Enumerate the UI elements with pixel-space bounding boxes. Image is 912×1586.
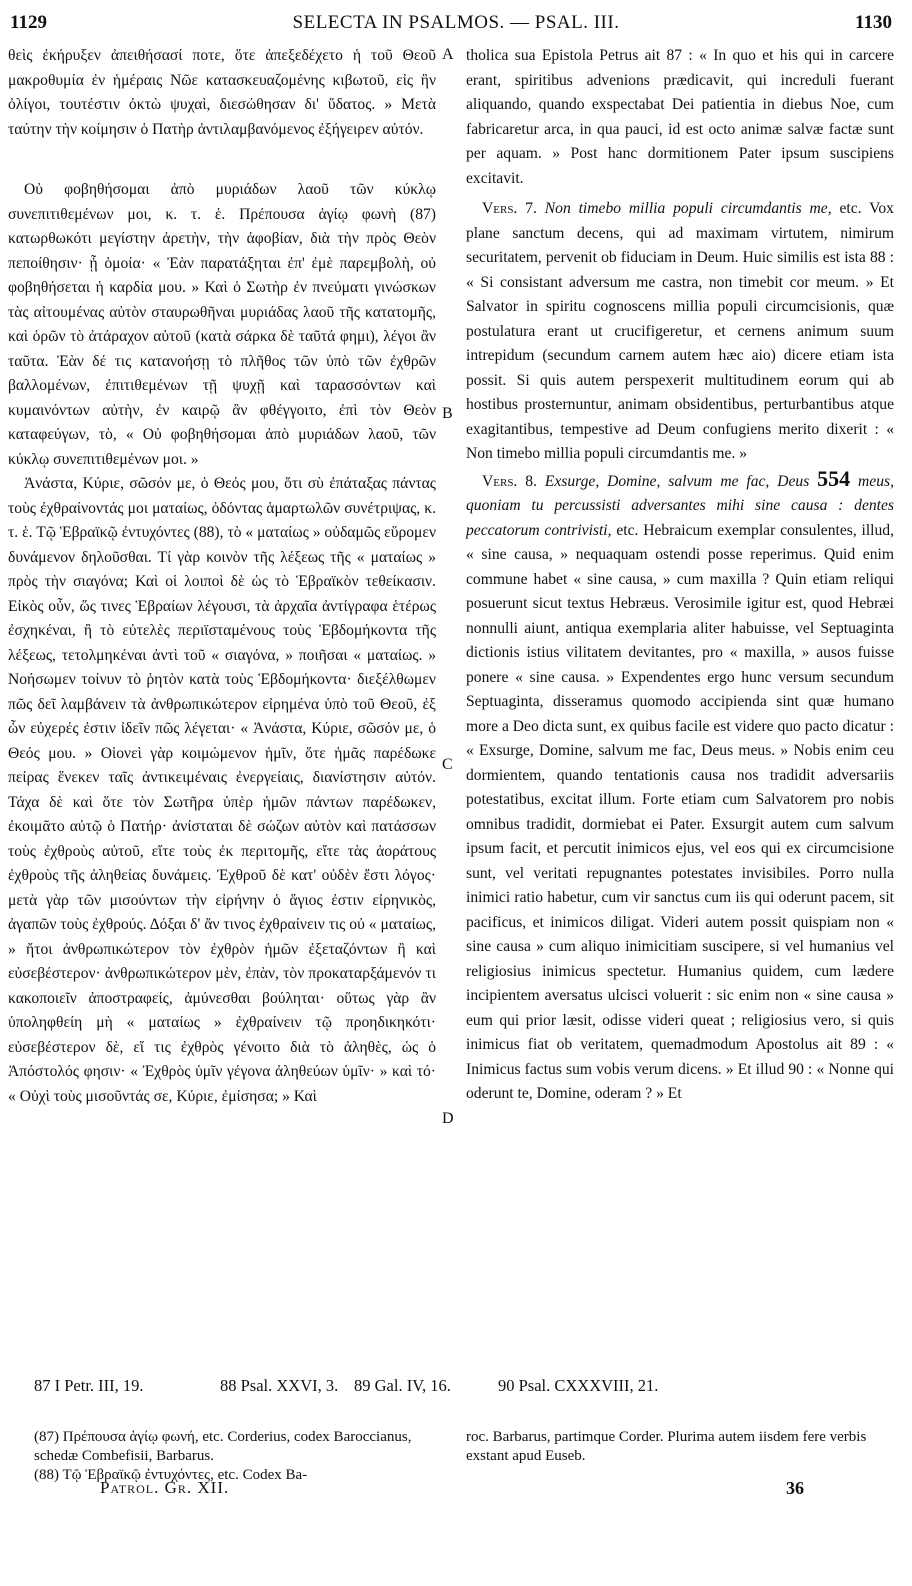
section-marker-c: C: [442, 756, 453, 773]
signature-number: 36: [786, 1478, 804, 1498]
latin-paragraph-3: [466, 467, 894, 1107]
left-page-number: 1129: [10, 12, 47, 33]
footnote-ref-87: 87 I Petr. III, 19.: [34, 1376, 144, 1395]
latin-paragraph-1: tholica sua Epistola Petrus ait 87 : « In quo et his qui in carcere erant, spiritibus advenions prædicavit, qui increduli fuerant aliquando, quando exspectabat Dei patientia in diebus Noe, cum fabricaretur arca, in qua pauci, id est octo animæ salvæ factæ sunt per aquam. » Post hanc dormitionem Pater ipsum suscipiens excitavit.: [466, 47, 894, 187]
note-87: (87) Πρέπουσα ἁγίῳ φωνή, etc. Corderius, codex Baroccianus, schedæ Combefisii, Barbarus.: [34, 1429, 412, 1464]
latin-paragraph-2: [466, 197, 894, 467]
latin-commentary-7: etc. Vox plane sanctum decens, qui ad maximam virtutem, nimirum securitatem, pervenit ob fiduciam in Deum. Huic similis est ista 88 : « Si consistant adversum me castra, non timebit cor meum. » Et Salvator in spiritu cognoscens millia populi circumcisionis, quæ postulatura erant ut crucifigeretur, et cernens animum suum intrepidum (secundum carnem autem hæc aio) dicere etiam ista possit. Si quis autem perspexerit multitudinem eorum qui ab hostibus prosternuntur, animam obsidentibus, perturbantibus atque exagitantibus, tempestive ad Deum confugiens merito dixerit : « Non timebo millia populi circumdantis me. »: [466, 200, 894, 462]
scripture-references: [34, 1376, 894, 1402]
footnote-ref-89: 89 Gal. IV, 16.: [354, 1376, 451, 1395]
verse-label-8: Vers. 8.: [482, 472, 537, 490]
latin-column: [466, 44, 894, 1107]
running-title: SELECTA IN PSALMOS. — PSAL. III.: [292, 12, 620, 33]
footnote-ref-90: 90 Psal. CXXXVIII, 21.: [498, 1376, 659, 1395]
running-header: [0, 8, 912, 38]
greek-paragraph-3: Ἀνάστα, Κύριε, σῶσόν με, ὁ Θεός μου, ὅτι σὺ ἐπάταξας πάντας τοὺς ἐχθραίνοντάς μοι ματαίως, ὀδόντας ἁμαρτωλῶν συνέτριψας, κ. τ. ἑ. Τῷ Ἑβραϊκῷ ἐντυχόντες (88), τὸ « ματαίως » οὐδαμῶς εὕρομεν δυνάμενον δηλοῦσθαι. Τί γὰρ κοινὸν τῆς λέξεως τῆς « ματαίως » πρὸς τὴν σιαγόνα; Καὶ οἱ λοιποὶ δὲ ὡς τὸ Ἑβραϊκὸν τεθείκασιν. Εἰκὸς οὖν, ὥς τινες Ἑβραίων λέγουσι, τὰ ἀρχαῖα ἀντίγραφα ἑτέρως ἐσχηκέναι, ἢ τὸ εὐτελὲς περιϊσταμένους τοὺς Ἑβδομήκοντα τῆς λέξεως, τετολμηκέναι ἀντὶ τοῦ « σιαγόνα, » ποιῆσαι « ματαίως. » Νοήσωμεν τοίνυν τὸ ῥητὸν κατὰ τοὺς Ἑβδομήκοντα· διεξέλθωμεν πῶς δεῖ λαμβάνειν τὰ ἀνθρωπικώτερον εἰρημένα ὑπὸ τοῦ Θεοῦ, ἐξ ὧν εὐχερές ἐστιν ἰδεῖν πῶς λέγεται· « Ἀνάστα, Κύριε, σῶσόν με, ὁ Θεός μου. » Οἱονεὶ γὰρ κοιμώμενον ἡμῖν, ὅτε ἡμᾶς παρέδωκε πείρας ἕνεκεν ταῖς ἀντικειμέναις ἐνεργείαις, διανίστησιν αὐτόν. Τάχα δὲ καὶ ὅτε τὸν Σωτῆρα ὑπὲρ ἡμῶν πάντων παρέδωκεν, ἐκοιμᾶτο αὐτῷ ὁ Πατήρ· ἀνίσταται δὲ σώζων αὐτὸν καὶ πατάσσων τοὺς ἐχθροὺς αὐτοῦ, εἴτε τοὺς ἐκ περιτομῆς, εἴτε τὰς ἀοράτους ἐχθροὺς τῆς ἀληθείας δυνάμεις. Ἐχθροῦ δὲ κατ' οὐδὲν ἔστι λόγος· μετὰ γὰρ τῶν μισούντων τὴν εἰρήνην ὁ ἅγιος ἐστιν εἰρηνικὸς, ἀγαπῶν τοὺς ἐχθρούς. Δόξαι δ' ἄν τινος ἐχθραίνειν τις οὐ « ματαίως, » ἤτοι ἀνθρωπικώτερον τὸν ἐχθρὸν ἡμῶν ἐξεταζόντων ἢ καὶ εὐσεβέστερον· ἀνθρωπικώτερον μὲν, ἐπὰν, τὸν προκαταρξάμενόν τι κακοποιεῖν ἀποστραφείς, ἀμύνεσθαι βούληται· οὕτως γὰρ ἂν ὑποληφθείη μὴ « ματαίως » ἐχθραίνειν τῷ προηδικηκότι· εὐσεβέστερον δὲ, εἴ τις ἐχθρὸς γένοιτο διὰ τὸ ἀληθὲς, ὡς ὁ Ἀπόστολός φησιν· « Ἐχθρὸς ὑμῖν γέγονα ἀληθεύων ὑμῖν· » καὶ τό· « Οὐχὶ τοὺς μισοῦντάς σε, Κύριε, ἐμίσησα; » Καὶ: [8, 475, 436, 1105]
series-footer: Patrol. Gr. XII.: [100, 1478, 230, 1497]
migne-column-number: 554: [817, 465, 851, 491]
note-88-continued: roc. Barbarus, partimque Corder. Plurima autem iisdem fere verbis exstant apud Euseb.: [466, 1429, 867, 1464]
latin-commentary-8: etc. Hebraicum exemplar consulentes, illud, « sine causa, » nequaquam ostendi posse reperimus. Quid enim commune habet « sine causa, » cum maxilla ? Quin etiam reliqui posuerunt sicut textus Hebræus. Verosimile igitur est, quod Hebræi nonnulli aiunt, antiqua exemplaria aliter habuisse, vel Septuaginta dictionis istius vilitatem devitantes, pro « maxilla, » ausos fuisse ponere « sine causa. » Expendentes ergo hunc versum secundum Septuaginta, disseramus quomodo accipienda sint quæ humano more a Deo dicta sunt, ex quibus facile est videre quo pacto dicatur : « Exsurge, Domine, salvum me fac, Deus meus. » Nobis enim ceu dormientem, quando tentationis causa nos tradidit adversariis potestatibus, excitat illum. Forte etiam cum Salvatorem pro nobis omnibus tradidit, dormiebat ei Pater. Exsurgit autem cum salvum ipsum facit, et percutit inimicos ejus, vel eos qui ex circumcisione sunt, vel veritati repugnantes potestates invisibiles. Porro nulla inimici ratio habetur, cum vir sanctus cum iis qui oderunt pacem, sit pacificus, et inimicos diligat. Videri autem possit quispiam non « sine causa » cum aliquo inimicitiam suscipere, si vel humanius vel religiosius inimicus spectetur. Humanius quidem, cum lædere incipientem aversatus ulcisci voluerit : sic enim non « sine causa » eum qui prior læsit, odisse videri queat ; religiosius vero, si quis inimicus fiat ob veritatem, quemadmodum Apostolus ait 89 : « Inimicus factus sum vobis verum dicens. » Et illud 90 : « Nonne qui oderunt te, Domine, oderam ? » Et: [466, 521, 894, 1102]
section-marker-d: D: [442, 1110, 454, 1127]
editor-notes-right: [466, 1428, 886, 1466]
verse-text-8a: Exsurge, Domine, salvum me fac, Deus: [544, 472, 810, 490]
greek-paragraph-1: θεὶς ἐκήρυξεν ἀπειθήσασί ποτε, ὅτε ἀπεξεδέχετο ἡ τοῦ Θεοῦ μακροθυμία ἐν ἡμέραις Νῶε κατασκευαζομένης κιβωτοῦ, εἰς ἣν ὀλίγοι, τουτέστιν ὀκτὼ ψυχαὶ, διεσώθησαν δι' ὕδατος. » Μετὰ ταύτην τὴν κοίμησιν ὁ Πατὴρ ἀντιλαμβανόμενος ἐξήγειρεν αὐτόν.: [8, 47, 436, 138]
right-page-number: 1130: [855, 12, 892, 33]
greek-paragraph-2: Οὐ φοβηθήσομαι ἀπὸ μυριάδων λαοῦ τῶν κύκλῳ συνεπιτιθεμένων μοι, κ. τ. ἑ. Πρέπουσα ἁγίῳ φωνὴ (87) κατωρθωκότι μεγίστην ἀρετὴν, τὴν ἀφοβίαν, διὰ τὴν πρὸς Θεὸν πεποίθησιν· ᾗ ὁμοία· « Ἐὰν παρατάξηται ἐπ' ἐμὲ παρεμβολὴ, οὐ φοβηθήσεται ἡ καρδία μου. » Καὶ ὁ Σωτὴρ ἐν πνεύματι γινώσκων τὰς αἰτουμένας αὐτὸν σταυρωθῆναι μυριάδας λαοῦ τῆς κατατομῆς, καὶ ὁρῶν τὸ ἀτάραχον αὐτοῦ (κατὰ σάρκα δὲ ταῦτά φημι), λέγοι ἂν ταῦτα. Ἐὰν δέ τις κατανοήσῃ τὸ πλῆθος τῶν ὑπὸ τῶν ἐχθρῶν βαλλομένων, ἐπιτιθεμένων τῇ ψυχῇ καὶ ταρασσόντων καὶ κυμαινόντων αὐτὴν, ἐν καιρῷ ἂν φθέγγοιτο, ἐπὶ τὸν Θεὸν καταφεύγων, τὸ, « Οὐ φοβηθήσομαι ἀπὸ μυριάδων λαοῦ, τῶν κύκλῳ συνεπιτιθεμένων μοι. »: [8, 181, 436, 468]
greek-column: [8, 44, 436, 1109]
verse-text-8b: meus, quoniam tu percussisti adversantes mihi sine causa : dentes peccatorum contrivisti,: [466, 472, 894, 539]
verse-label-7: Vers. 7.: [482, 200, 537, 217]
section-marker-a: A: [442, 46, 454, 63]
editor-notes-left: [34, 1428, 434, 1485]
note-88: (88) Τῷ Ἑβραϊκῷ ἐντυχόντες, etc. Codex Ba-: [34, 1467, 308, 1483]
footnote-ref-88: 88 Psal. XXVI, 3.: [220, 1376, 339, 1395]
verse-text-7: Non timebo millia populi circumdantis me,: [544, 200, 832, 217]
section-marker-b: B: [442, 405, 453, 422]
